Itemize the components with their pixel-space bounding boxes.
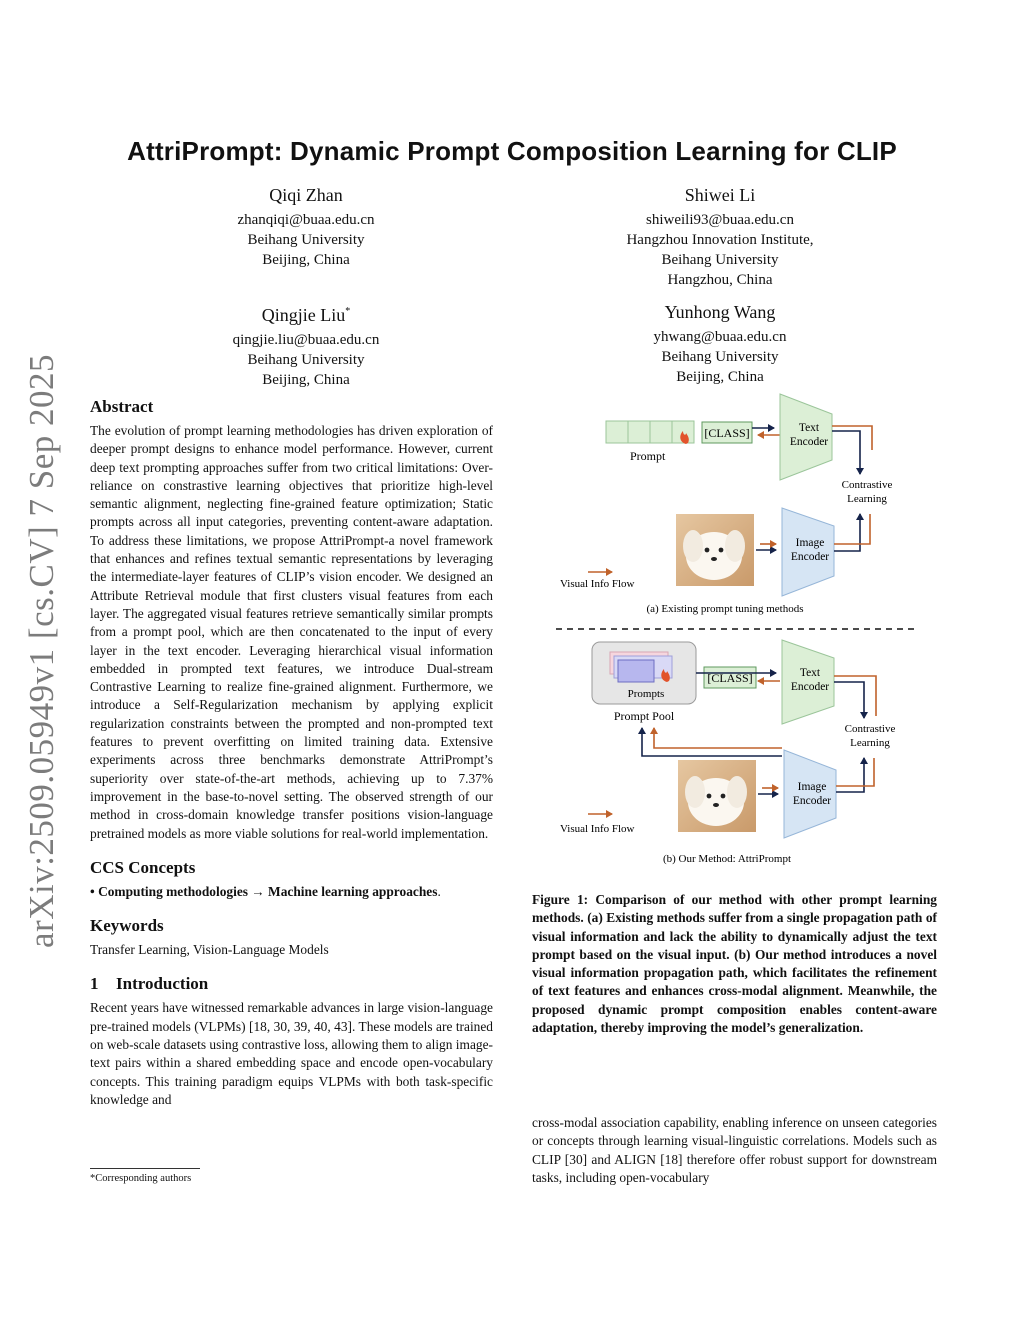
prompts-label: Prompts	[627, 688, 665, 700]
text-encoder-label: Text	[798, 422, 820, 434]
flow-arrow	[832, 426, 872, 450]
author-affiliation: Beihang University	[661, 349, 779, 365]
dog-image	[678, 760, 756, 832]
image-encoder-label: Image	[795, 537, 825, 549]
author-location: Beijing, China	[262, 372, 350, 388]
contrastive-label: Learning	[850, 737, 890, 749]
corresponding-mark: *	[345, 306, 351, 317]
flow-arrow	[834, 514, 860, 551]
author-affiliation: Beihang University	[247, 352, 365, 368]
flow-arrow	[836, 758, 864, 792]
class-token-label: [CLASS]	[707, 671, 753, 685]
author-email: yhwang@buaa.edu.cn	[653, 329, 787, 345]
flow-arrow	[832, 431, 860, 474]
footnote-divider	[90, 1168, 200, 1169]
arxiv-identifier: arXiv:2509.05949v1 [cs.CV] 7 Sep 2025	[22, 353, 61, 948]
keywords-text: Transfer Learning, Vision-Language Models	[90, 942, 329, 958]
intro-text-continued: cross-modal association capability, enabling inference on unseen categories or concepts through learning visual-linguistic correlations. Models such as CLIP [30] and ALIGN [18] therefore offer robust support for downstream tasks, including open-vocabulary	[532, 1115, 937, 1185]
image-encoder	[784, 750, 836, 838]
author-name: Yunhong Wang	[664, 302, 776, 322]
paper-title: AttriPrompt: Dynamic Prompt Composition Learning for CLIP	[127, 136, 897, 166]
retrieval-arrow	[654, 728, 782, 748]
author-email: zhanqiqi@buaa.edu.cn	[237, 212, 375, 228]
author-block	[146, 184, 466, 270]
image-encoder-label: Encoder	[792, 795, 832, 807]
abstract-heading: Abstract	[90, 397, 154, 416]
author-block	[560, 301, 880, 387]
left-column	[90, 396, 493, 1109]
visual-flow-legend: Visual Info Flow	[560, 578, 635, 590]
author-email: shiweili93@buaa.edu.cn	[646, 212, 794, 228]
keywords-heading: Keywords	[90, 916, 164, 936]
prompt-pool-label: Prompt Pool	[613, 709, 675, 723]
author-block	[146, 301, 466, 390]
footnote: *Corresponding authors	[90, 1173, 192, 1184]
author-location: Hangzhou, China	[667, 272, 773, 288]
text-encoder-label: Encoder	[790, 681, 830, 693]
flow-arrow	[834, 514, 870, 544]
abstract-text: The evolution of prompt learning methodologies has driven exploration of deeper prompt designs to enhance model performance. However, current deep text prompting approaches suffer from two critical limitations: Over-reliance on constrastive learning objectives that prioritize high-level semantic alignment, neglecting fine-grained feature optimization; Static prompts across all input categories, preventing content-aware adaptation. To address these limitations, we propose AttriPrompt-a novel framework that enhances and refines textual semantic representations by leveraging the intermediate-layer features of CLIP’s vision encoder. We designed an Attribute Retrieval module that first clusters visual features from each layer. The aggregated visual features retrieve semantically similar prompts from a prompt pool, which are then concatenated to the input of every layer in the text encoder. Leveraging hierarchical visual information embedded in prompted text features, we introduce Dual-stream Contrastive Learning to realize fine-grained alignment. Furthermore, we introduce a Self-Regularization mechanism by applying explicit regularization constraints between the prompted and non-prompted text features to prevent overfitting on limited training data. Extensive experiments across three benchmarks demonstrate AttriPrompt’s superiority over state-of-the-art methods, achieving up to 7.37% improvement in the base-to-novel setting. The observed strength of our method in cross-domain knowledge transfer positions vision-language pretrained models as more viable solutions for real-world implementation.	[90, 423, 493, 841]
flow-arrow	[836, 758, 874, 786]
author-name: Qingjie Liu*	[261, 305, 351, 325]
ccs-concepts: • Computing methodologies → Machine learning approaches.	[90, 883, 441, 899]
panel-a	[560, 394, 892, 615]
figure-caption: Figure 1: Comparison of our method with other prompt learning methods. (a) Existing methods suffer from a single propagation path of visual information and lack the ability to dynamically adjust the text prompt based on the visual input. (b) Our method introduces a novel visual information propagation path, which facilitates the refinement of text features and enhances cross-modal alignment. Meanwhile, the proposed dynamic prompt composition enables content-aware adaptation, thereby improving the model’s generalization.	[532, 892, 937, 1036]
author-name: Qiqi Zhan	[269, 185, 343, 205]
contrastive-label: Contrastive	[844, 723, 896, 735]
author-email: qingjie.liu@buaa.edu.cn	[232, 332, 380, 348]
contrastive-label: Learning	[847, 493, 887, 505]
author-affiliation: Beihang University	[661, 252, 779, 268]
panel-b	[560, 640, 895, 865]
author-affiliation: Beihang University	[247, 232, 365, 248]
panel-a-caption: (a) Existing prompt tuning methods	[646, 603, 804, 615]
intro-text: Recent years have witnessed remarkable advances in large vision-language pre-trained models (VLPMs) [18, 30, 39, 40, 43]. These models are trained on web-scale datasets using contrastive loss, allowing them to align image-text pairs within a shared embedding space and encode open-vocabulary concepts. This training paradigm equips VLPMs with both task-specific knowledge and	[90, 1000, 493, 1107]
ccs-heading: CCS Concepts	[90, 857, 196, 877]
contrastive-label: Contrastive	[841, 479, 893, 491]
class-token-label: [CLASS]	[704, 426, 750, 440]
dog-image	[676, 514, 754, 586]
visual-flow-legend: Visual Info Flow	[560, 823, 635, 835]
retrieval-arrow	[642, 728, 782, 756]
flow-arrow	[834, 682, 864, 718]
figure-1	[530, 386, 940, 876]
image-encoder-label: Encoder	[790, 551, 830, 563]
author-affiliation: Hangzhou Innovation Institute,	[626, 232, 814, 248]
author-block	[560, 184, 880, 290]
right-column-body	[532, 1114, 937, 1187]
image-encoder-label: Image	[797, 781, 827, 793]
prompt-label: Prompt	[630, 449, 666, 463]
section-heading: 1 Introduction	[90, 974, 209, 994]
author-location: Beijing, China	[676, 369, 764, 385]
text-encoder-label: Encoder	[789, 436, 829, 448]
author-name: Shiwei Li	[684, 185, 756, 205]
author-location: Beijing, China	[262, 252, 350, 268]
panel-b-caption: (b) Our Method: AttriPrompt	[662, 853, 792, 865]
text-encoder-label: Text	[799, 667, 821, 679]
